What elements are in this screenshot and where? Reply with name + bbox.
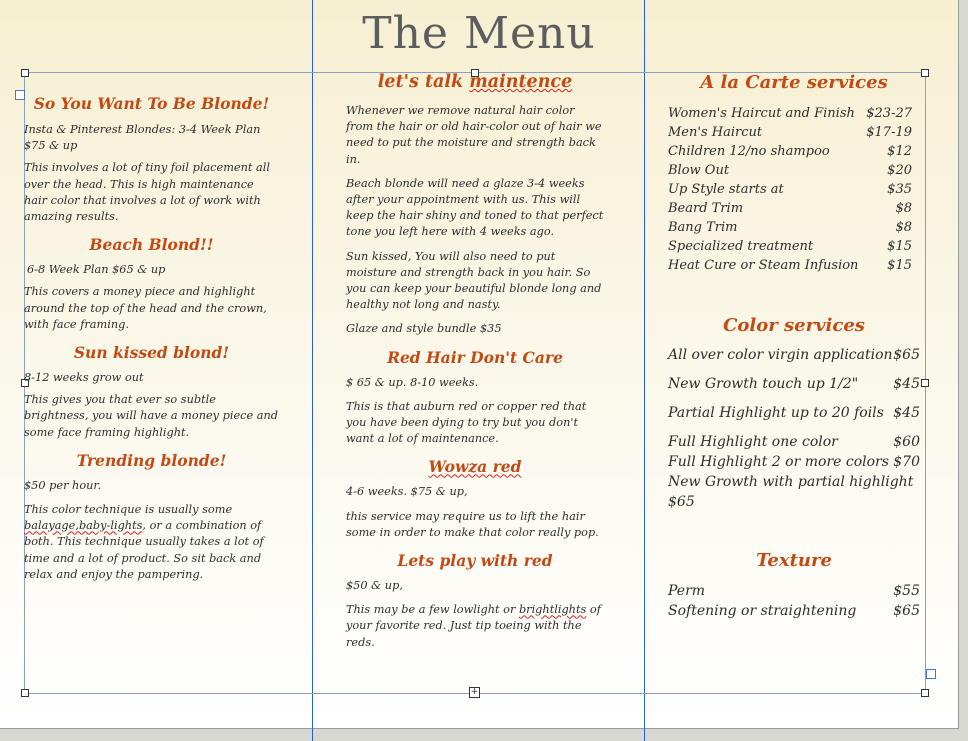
new-growth-partial: New Growth with partial highlight — [668, 474, 914, 490]
color-item — [668, 403, 920, 423]
color-item-price: $70 — [893, 454, 920, 470]
color-item-name: New Growth touch up 1/2" — [668, 376, 859, 392]
carte-item — [668, 161, 920, 180]
heading-trending: Trending blonde! — [76, 450, 227, 470]
frame-handle-bottom-left[interactable] — [21, 689, 29, 697]
texture-list — [668, 581, 920, 621]
color-item-name: Full Highlight 2 or more colors — [668, 454, 889, 470]
heading-texture: Texture — [756, 550, 832, 571]
carte-item — [668, 218, 920, 237]
play-red-description: This may be a few lowlight or brightlights of your favorite red. Just tip toeing with the reds. — [346, 603, 601, 649]
carte-item — [668, 104, 920, 123]
heading-sun-kissed: Sun kissed blond! — [73, 343, 230, 363]
heading-color-services: Color services — [723, 315, 865, 336]
frame-center-point-icon[interactable]: + — [470, 687, 479, 697]
wowza-price: 4-6 weeks. $75 & up, — [346, 485, 468, 499]
red-hair-price: $ 65 & up. 8-10 weeks. — [346, 375, 479, 389]
carte-item-name: Specialized treatment — [668, 239, 814, 254]
beach-blond-plan: 6-8 Week Plan $65 & up — [27, 263, 166, 277]
frame-handle-middle-right[interactable] — [921, 379, 929, 387]
sun-kissed-plan: 8-12 weeks grow out — [24, 371, 144, 385]
carte-item-name: Children 12/no shampoo — [668, 144, 830, 159]
texture-item-price: $55 — [893, 583, 920, 599]
a-la-carte-list — [668, 104, 920, 275]
carte-item-name: Bang Trim — [668, 220, 738, 235]
color-item — [668, 432, 920, 452]
frame-handle-bottom-right[interactable] — [921, 689, 929, 697]
carte-item-price: $8 — [895, 201, 912, 216]
carte-item-price: $12 — [887, 144, 912, 159]
texture-item — [668, 581, 920, 601]
color-item-price: $45 — [893, 376, 920, 392]
texture-item — [668, 601, 920, 621]
carte-item-name: Men's Haircut — [668, 125, 763, 140]
carte-item-price: $8 — [895, 220, 912, 235]
carte-item-name: Blow Out — [668, 163, 730, 178]
carte-item-price: $15 — [887, 258, 912, 273]
wowza-description: this service may require us to lift the hair some in order to make that color really pop. — [346, 509, 599, 539]
carte-item-price: $20 — [887, 163, 912, 178]
carte-item-name: Heat Cure or Steam Infusion — [668, 258, 859, 273]
carte-item-price: $35 — [887, 182, 912, 197]
glaze-bundle: Glaze and style bundle $35 — [346, 322, 502, 336]
color-item-name: Full Highlight one color — [668, 434, 838, 450]
color-item-name: All over color virgin application — [668, 347, 893, 363]
color-item-name: Partial Highlight up to 20 foils — [668, 405, 884, 421]
sun-kissed-care: Sun kissed, You will also need to put moisture and strength back in you hair. So you can keep your beautiful blonde long and healthy not long and nasty. — [346, 249, 602, 312]
color-item — [668, 452, 920, 472]
balayage-word: balayage,baby-lights — [24, 519, 143, 533]
blonde-description: This involves a lot of tiny foil placement all over the head. This is high maintenance hair color that involves a lot of work with amazing results. — [24, 161, 270, 224]
carte-item-price: $15 — [887, 239, 912, 254]
carte-item-price: $17-19 — [866, 125, 912, 140]
maintenance-intro: Whenever we remove natural hair color from the hair or old hair-color out of hair we need to put the moisture and strength back in. — [346, 104, 602, 166]
color-services-list — [668, 345, 920, 472]
new-growth-partial-price: $65 — [668, 494, 695, 510]
carte-item — [668, 256, 920, 275]
carte-item — [668, 237, 920, 256]
page-title: The Menu — [362, 8, 596, 59]
texture-item-price: $65 — [893, 603, 920, 619]
carte-item-name: Beard Trim — [668, 201, 744, 216]
heading-red-hair: Red Hair Don't Care — [387, 347, 563, 367]
heading-wowza: Wowza red — [428, 457, 522, 477]
beach-blonde-glaze: Beach blonde will need a glaze 3-4 weeks after your appointment with us. This will keep the hair shiny and toned to that perfect tone you left here with 4 weeks ago. — [346, 176, 604, 239]
color-item — [668, 374, 920, 394]
out-port-icon[interactable] — [926, 669, 936, 679]
trending-description: This color technique is usually some balayage,baby-lights, or a combination of both. This technique usually takes a lot of time and a lot of product. So sit back and relax and enjoy the pampering. — [24, 503, 264, 581]
carte-item — [668, 123, 920, 142]
blonde-plan: Insta & Pinterest Blondes: 3-4 Week Plan $75 & up — [24, 123, 261, 153]
right-column — [668, 72, 920, 621]
carte-item — [668, 142, 920, 161]
heading-maintenance: let's talk maintence — [377, 72, 573, 92]
texture-item-name: Softening or straightening — [668, 603, 857, 619]
color-item-price: $60 — [893, 434, 920, 450]
color-item-price: $45 — [893, 405, 920, 421]
frame-handle-top-right[interactable] — [921, 69, 929, 77]
frame-handle-top-left[interactable] — [21, 69, 29, 77]
carte-item-name: Up Style starts at — [668, 182, 784, 197]
trending-price: $50 per hour. — [24, 478, 102, 492]
left-column — [24, 94, 279, 583]
red-hair-description: This is that auburn red or copper red that you have been dying to try but you don't want a lot of maintenance. — [346, 399, 587, 446]
beach-blond-description: This covers a money piece and highlight around the top of the head and the crown, with face framing. — [24, 285, 267, 331]
carte-item-name: Women's Haircut and Finish — [668, 106, 855, 121]
middle-column — [346, 72, 604, 651]
heading-a-la-carte: A la Carte services — [700, 72, 888, 93]
carte-item — [668, 199, 920, 218]
carte-item — [668, 180, 920, 199]
color-item — [668, 345, 920, 365]
heading-beach-blond: Beach Blond!! — [89, 235, 214, 255]
color-item-price: $65 — [893, 347, 920, 363]
carte-item-price: $23-27 — [866, 106, 912, 121]
play-red-price: $50 & up, — [346, 579, 403, 593]
texture-item-name: Perm — [668, 583, 706, 599]
heading-play-red: Lets play with red — [397, 551, 553, 571]
sun-kissed-description: This gives you that ever so subtle brightness, you will have a money piece and some face framing highlight. — [24, 393, 278, 439]
heading-blonde: So You Want To Be Blonde! — [33, 94, 270, 113]
